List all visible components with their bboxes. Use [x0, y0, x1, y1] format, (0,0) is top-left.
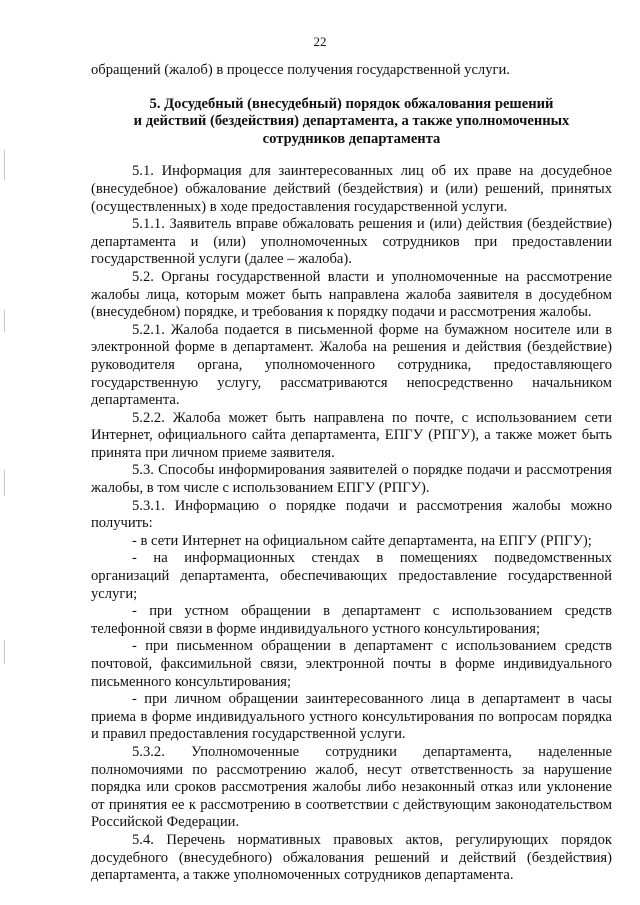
- document-body: [91, 62, 612, 885]
- section-heading-line: сотрудников департамента: [262, 130, 441, 147]
- list-item-internet: - в сети Интернет на официальном сайте департамента, на ЕПГУ (РПГУ);: [132, 532, 592, 549]
- paragraph-5-4: 5.4. Перечень нормативных правовых актов, регулирующих порядок досудебного (внесудебного) обжалования решений и действий (бездействия) департамента, а также уполномоченных сотрудников департамента.: [91, 831, 612, 884]
- list-item-written: - при письменном обращении в департамент с использованием средств почтовой, факсимильной связи, электронной почты в форме индивидуального письменного консультирования;: [91, 638, 612, 690]
- paragraph-5-3-1: 5.3.1. Информацию о порядке подачи и рассмотрения жалобы можно получить:: [91, 497, 612, 532]
- section-heading-line: 5. Досудебный (внесудебный) порядок обжалования решений: [149, 95, 554, 112]
- paragraph-5-2-2: 5.2.2. Жалоба может быть направлена по почте, с использованием сети Интернет, официального сайта департамента, ЕПГУ (РПГУ), а также может быть принята при личном приеме заявителя.: [91, 409, 612, 461]
- paragraph-5-1-1: 5.1.1. Заявитель вправе обжаловать решения и (или) действия (бездействие) департамента и (или) уполномоченных сотрудников при предоставлении государственной услуги (далее – жалоба).: [91, 216, 612, 268]
- list-item-personal: - при личном обращении заинтересованного лица в департамент в часы приема в форме индивидуального устного консультирования по вопросам порядка и правил предоставления государственной услуги.: [91, 691, 612, 743]
- paragraph-5-3-2: 5.3.2. Уполномоченные сотрудники департамента, наделенные полномочиями по рассмотрению жалоб, несут ответственность за нарушение порядка или сроков рассмотрения жалобы либо незаконный отказ или уклонение от принятия ее к рассмотрению в соответствии с действующим законодательством Российской Федерации.: [91, 743, 612, 831]
- paragraph-5-2-1: 5.2.1. Жалоба подается в письменной форме на бумажном носителе или в электронной форме в департамент. Жалоба на решения и действия (бездействие) руководителя органа, уполномоченного сотрудника, предоставляющего государственную услугу, рассматриваются непосредственно начальником департамента.: [91, 321, 612, 409]
- paragraph-5-2: 5.2. Органы государственной власти и уполномоченные на рассмотрение жалобы лица, которым может быть направлена жалоба заявителя в досудебном (внесудебном) порядке, и требования к порядку подачи и рассмотрения жалобы.: [91, 268, 612, 321]
- scan-edge-mark: [4, 470, 5, 496]
- scan-edge-mark: [4, 640, 5, 664]
- section-heading-line: и действий (бездействия) департамента, а также уполномоченных: [133, 113, 570, 130]
- scan-edge-mark: [4, 310, 5, 332]
- list-item-stands: - на информационных стендах в помещениях подведомственных организаций департамента, обеспечивающих предоставление государственной услуги;: [91, 550, 612, 602]
- section-heading: [91, 96, 612, 149]
- paragraph-5-1: 5.1. Информация для заинтересованных лиц об их праве на досудебное (внесудебное) обжалование действий (бездействия) и (или) решений, принятых (осуществленных) в ходе предоставления государственной услуги.: [91, 163, 612, 215]
- intro-line: обращений (жалоб) в процессе получения государственной услуги.: [91, 62, 510, 78]
- list-item-phone: - при устном обращении в департамент с использованием средств телефонной связи в форме индивидуального устного консультирования;: [91, 603, 612, 637]
- paragraph-5-3: 5.3. Способы информирования заявителей о порядке подачи и рассмотрения жалобы, в том числе с использованием ЕПГУ (РПГУ).: [91, 462, 612, 497]
- scan-edge-mark: [4, 150, 5, 180]
- page-number: 22: [313, 34, 327, 49]
